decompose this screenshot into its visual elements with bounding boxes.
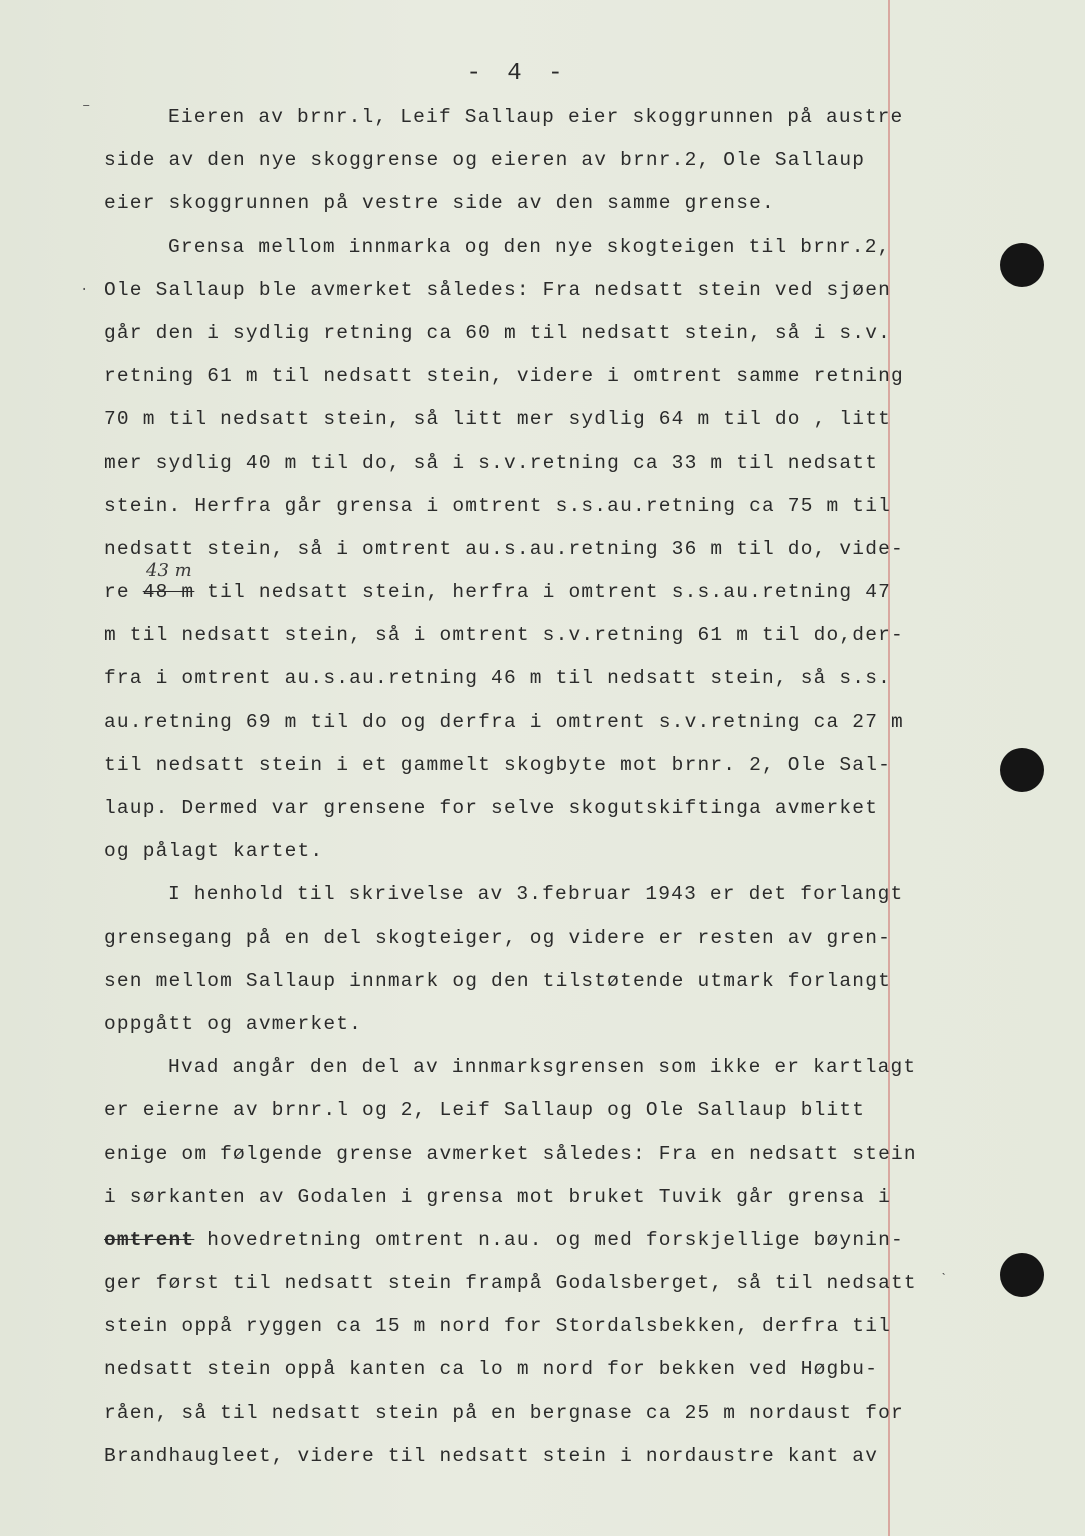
punch-hole-bottom [1000, 1253, 1044, 1297]
punch-hole-top [1000, 243, 1044, 287]
text-line: til nedsatt stein i et gammelt skogbyte mot brnr. 2, Ole Sal- [104, 753, 892, 776]
text-line: i sørkanten av Godalen i grensa mot bruket Tuvik går grensa i [104, 1185, 892, 1208]
text-line: går den i sydlig retning ca 60 m til nedsatt stein, så i s.v. [104, 321, 892, 344]
text-line-corrected [104, 1219, 904, 1262]
text-line: Hvad angår den del av innmarksgrensen som ikke er kartlagt [168, 1056, 917, 1079]
text-line: Ole Sallaup ble avmerket således: Fra nedsatt stein ved sjøen [104, 278, 892, 301]
punch-hole-middle [1000, 748, 1044, 792]
text-line: 70 m til nedsatt stein, så litt mer sydlig 64 m til do , litt [104, 408, 892, 431]
text-line: Eieren av brnr.l, Leif Sallaup eier skoggrunnen på austre [168, 106, 904, 128]
text-line: side av den nye skoggrense og eieren av brnr.2, Ole Sallaup [104, 149, 866, 172]
text-line: og pålagt kartet. [104, 840, 324, 863]
text-line: råen, så til nedsatt stein på en bergnase ca 25 m nordaust for [104, 1401, 904, 1424]
line-prefix: re [104, 581, 143, 604]
text-line: mer sydlig 40 m til do, så i s.v.retning ca 33 m til nedsatt [104, 451, 879, 474]
text-line: er eierne av brnr.l og 2, Leif Sallaup og Ole Sallaup blitt [104, 1099, 866, 1122]
struck-text: 48 m [142, 581, 195, 604]
handwritten-correction: 43 m [146, 560, 192, 581]
text-line: nedsatt stein oppå kanten ca lo m nord for bekken ved Høgbu- [104, 1358, 879, 1381]
text-line: laup. Dermed var grensene for selve skogutskiftinga avmerket [104, 797, 879, 819]
text-line: eier skoggrunnen på vestre side av den samme grense. [104, 192, 775, 215]
text-line: Brandhaugleet, videre til nedsatt stein i nordaustre kant av [104, 1444, 879, 1467]
text-line: stein. Herfra går grensa i omtrent s.s.au.retning ca 75 m til [104, 494, 892, 517]
text-line: fra i omtrent au.s.au.retning 46 m til nedsatt stein, så s.s. [104, 667, 892, 690]
page-number: - 4 - [466, 60, 569, 87]
margin-tick: · [80, 282, 89, 298]
text-line: grensegang på en del skogteiger, og videre er resten av gren- [104, 926, 892, 949]
text-line: retning 61 m til nedsatt stein, videre i omtrent samme retning [104, 365, 904, 388]
line-rest: til nedsatt stein, herfra i omtrent s.s.au.retning 47 [194, 581, 892, 604]
text-line: I henhold til skrivelse av 3.februar 1943 er det forlangt [168, 883, 904, 906]
text-line: m til nedsatt stein, så i omtrent s.v.retning 61 m til do,der- [104, 624, 904, 647]
text-line: au.retning 69 m til do og derfra i omtrent s.v.retning ca 27 m [104, 710, 904, 733]
text-line-corrected [104, 571, 904, 614]
typed-text [104, 96, 917, 1478]
text-line: oppgått og avmerket. [104, 1012, 363, 1035]
text-line: sen mellom Sallaup innmark og den tilstøtende utmark forlangt [104, 969, 892, 992]
text-line: nedsatt stein, så i omtrent au.s.au.retning 36 m til do, vide- [104, 537, 904, 560]
text-line: ger først til nedsatt stein frampå Godalsberget, så til nedsatt [104, 1272, 917, 1295]
struck-text: omtrent [104, 1228, 195, 1251]
text-line: enige om følgende grense avmerket således: Fra en nedsatt stein [104, 1142, 917, 1165]
line-rest: hovedretning omtrent n.au. og med forskjellige bøynin- [194, 1228, 904, 1251]
text-line: stein oppå ryggen ca 15 m nord for Stordalsbekken, derfra til [104, 1315, 892, 1338]
margin-tick: ˋ [940, 1272, 949, 1288]
margin-tick: – [82, 98, 91, 114]
text-line: Grensa mellom innmarka og den nye skogteigen til brnr.2, [168, 235, 891, 258]
